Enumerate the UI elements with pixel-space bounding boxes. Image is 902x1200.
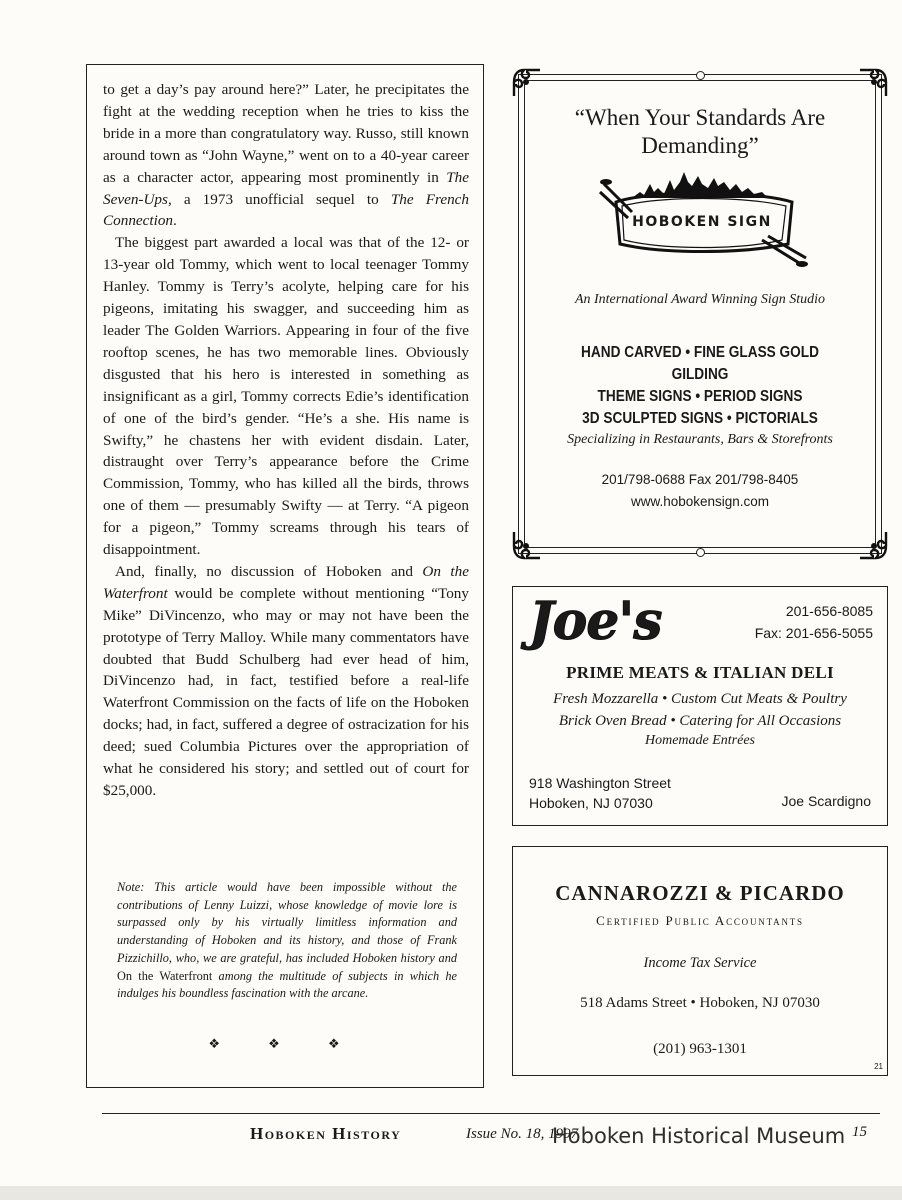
- joes-logo: Joe's: [529, 591, 662, 652]
- offering-line: Fresh Mozzarella • Custom Cut Meats & Poultry: [553, 691, 847, 707]
- film-title: The Seven-Ups: [103, 168, 469, 208]
- fax-number: Fax: 201-656-5055: [754, 625, 873, 641]
- museum-watermark: Hoboken Historical Museum: [552, 1124, 846, 1148]
- phone-fax: 201/798-0688 Fax 201/798-8405: [601, 472, 799, 487]
- services-list: [554, 342, 846, 430]
- film-title: The French Connection: [103, 190, 469, 230]
- owner-name: Joe Scardigno: [781, 793, 871, 809]
- address: 518 Adams Street • Hoboken, NJ 07030: [580, 995, 820, 1011]
- page-number: 15: [852, 1124, 867, 1140]
- frame-ornament: [696, 548, 705, 557]
- corner-ornament-icon: [856, 528, 890, 562]
- article-body: [103, 79, 469, 802]
- corner-ornament-icon: [510, 66, 544, 100]
- phone-number: 201-656-8085: [785, 603, 873, 619]
- specialty-line: Specializing in Restaurants, Bars & Storefronts: [567, 432, 833, 447]
- corner-ornament-icon: [856, 66, 890, 100]
- article-paragraph-3: And, finally, no discussion of Hoboken and On the Waterfront would be complete without mentioning “Tony Mike” DiVincenzo, who may or may not have been the prototype of Terry Malloy. While many commentators have doubted that Budd Schulberg had ever head of him, DiVincenzo had, in fact, testified before a real-life Waterfront Commission on the facts of life on the Hoboken docks; had, in fact, suffered a degree of ostracization for his deed; sued Columbia Pictures over the appropriation of what he considered his story; and settled out of court for $25,000.: [103, 562, 469, 799]
- city: Hoboken, NJ 07030: [529, 795, 653, 811]
- ad-slogan: “When Your Standards Are Demanding”: [574, 105, 826, 158]
- website: www.hobokensign.com: [630, 494, 770, 509]
- article-paragraph-1: to get a day’s pay around here?” Later, he precipitates the fight at the wedding reception when he tries to kiss the bride in a more than congratulatory way. Russo, still known around town as “John Wayne,” went on to a 40-year career as a character actor, appearing most prominently in The Seven-Ups, a 1973 unofficial sequel to The French Connection.: [103, 81, 469, 230]
- frame-ornament: [696, 71, 705, 80]
- service-line: THEME SIGNS • PERIOD SIGNS: [597, 388, 803, 405]
- section-end-ornament: ❖ ❖ ❖: [208, 1037, 362, 1052]
- street: 918 Washington Street: [529, 775, 671, 791]
- article-paragraph-2: The biggest part awarded a local was that of the 12- or 13-year old Tommy, which went to local teenager Tommy Hanley. Tommy is Terry’s acolyte, helping care for his pigeons, imitating his swagger, and succeeding him as leader The Golden Warriors. Appearing in four of the five rooftop scenes, he has two memorable lines. Obviously disgusted that his hero is interested in something as insignificant as a girl, Tommy corrects Edie’s identification of one of the bird’s gender. “He’s a she. His name is Swifty,” he chastens her with evident disdain. Later, distraught over Terry’s appearance before the Crime Commission, Tommy, who has killed all the birds, throws one of them — presumably Swifty — at Terry. “A pigeon for a pigeon,” Tommy screams through his tears of disappointment.: [103, 234, 469, 559]
- hoboken-sign-logo-text: HOBOKEN SIGN: [632, 214, 772, 230]
- firm-name: CANNAROZZI & PICARDO: [555, 881, 845, 905]
- phone-number: (201) 963-1301: [653, 1041, 747, 1057]
- publication-name: Hoboken History: [250, 1124, 402, 1143]
- service-line: HAND CARVED • FINE GLASS GOLD GILDING: [581, 344, 819, 383]
- firm-title: Certified Public Accountants: [596, 913, 804, 928]
- tagline: PRIME MEATS & ITALIAN DELI: [566, 663, 834, 682]
- offering-line: Homemade Entrées: [644, 733, 756, 748]
- issue-number: Issue No. 18, 1997: [466, 1126, 579, 1142]
- film-title: On the Waterfront: [103, 562, 469, 602]
- service-line: 3D SCULPTED SIGNS • PICTORIALS: [582, 410, 818, 427]
- cpa-ad: [512, 846, 888, 1076]
- ad-number: 21: [874, 1062, 883, 1071]
- offering-line: Brick Oven Bread • Catering for All Occasions: [558, 713, 842, 729]
- acknowledgement-note: Note: This article would have been impossible without the contributions of Lenny Luizzi, whose knowledge of movie lore is surpassed only by his virtually limitless information and understanding of Hoboken and its history, and those of Frank Pizzichillo, who, we are grateful, has included Hoboken history and On the Waterfront among the multitude of subjects in which he indulges his boundless fascination with the arcane.: [117, 880, 457, 1001]
- address: [529, 773, 671, 813]
- film-title: On the Waterfront: [117, 968, 213, 983]
- award-line: An International Award Winning Sign Studio: [574, 292, 826, 307]
- service-line: Income Tax Service: [643, 955, 757, 971]
- hoboken-sign-ad: [510, 66, 890, 562]
- article-box: [86, 64, 484, 1088]
- footer-rule: [102, 1113, 880, 1114]
- joes-deli-ad: [512, 586, 888, 826]
- scan-edge: [0, 1186, 902, 1200]
- corner-ornament-icon: [510, 528, 544, 562]
